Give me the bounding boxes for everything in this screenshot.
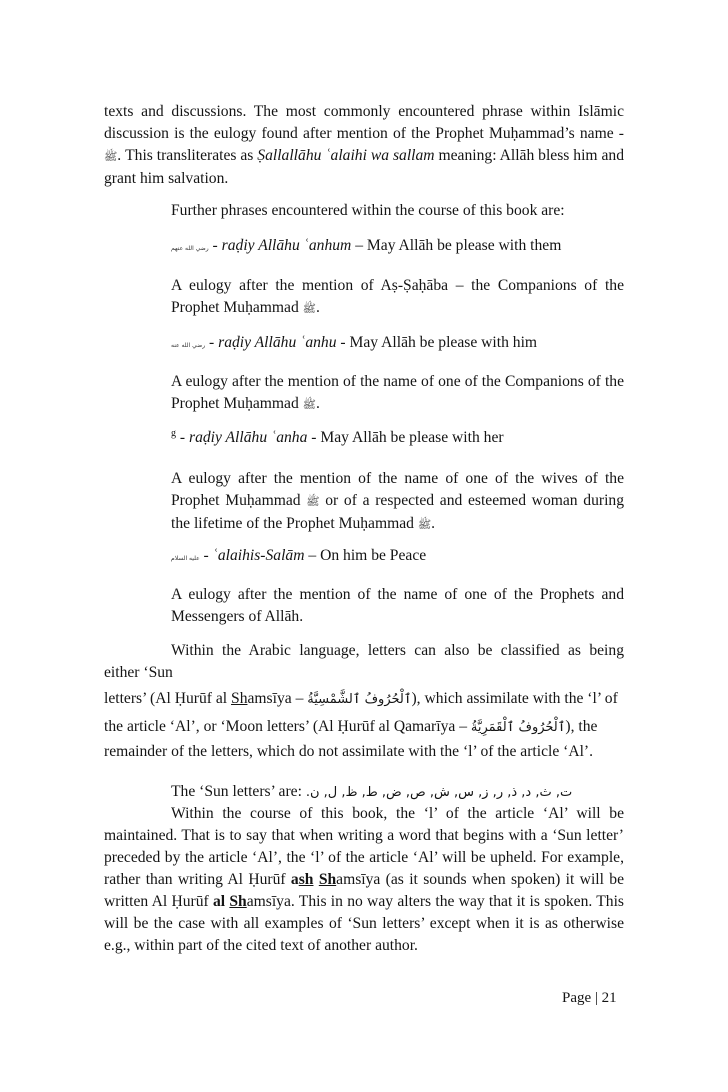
- sun-moon-line-3: letters’ (Al Ḥurūf al Shamsīya – ٱلْحُرُوفُ ٱلشَّمْسِيَّةُ), which assimilate with the ‘l’ of: [104, 690, 618, 707]
- arabic-sun-letters: ت, ث, د, ذ, ر, ز, س, ش, ص, ض, ط, ظ, ل, ن.: [305, 785, 573, 800]
- alaihis-salam-symbol-icon: عليه السلام: [171, 555, 200, 562]
- radiyallahu-anhum-symbol-icon: رضي الله عنهم: [171, 245, 209, 252]
- salawat-symbol-icon: ﷺ: [104, 150, 118, 163]
- article-al-paragraph: Within the course of this book, the ‘l’ of the article ‘Al’ will be maintained. That is to say that when writing a word that begins with a ‘Sun letter’ preceded by the article ‘Al’, the ‘l’ of the article ‘Al’ will be upheld. For example, rather than writing Al Ḥurūf ash Shamsīya (as it sounds when spoken) it will be written Al Ḥurūf al Shamsīya. This in no way alters the way that it is spoken. This will be the case with all examples of ‘Sun letters’ except when it is as otherwise e.g., within part of the cited text of another author.: [104, 805, 624, 954]
- eulogy-description-prophets: A eulogy after the mention of the name of one of the Prophets and Messengers of Allāh.: [171, 586, 624, 625]
- sun-moon-line-1: Within the Arabic language, letters can also be classified as being: [171, 642, 624, 659]
- salawat-symbol-icon: ﷺ: [302, 398, 316, 411]
- eulogy-description-companions: A eulogy after the mention of Aṣ-Ṣaḥāba – the Companions of the Prophet Muḥammad ﷺ.: [171, 277, 624, 316]
- page-number: Page | 21: [562, 990, 617, 1006]
- eulogy-entry-her: $^g$ - raḍiy Allāhu ʿanha - May Allāh be please with her: [171, 428, 504, 446]
- salawat-symbol-icon: ﷺ: [417, 518, 432, 531]
- sun-moon-line-4: the article ‘Al’, or ‘Moon letters’ (Al Ḥurūf al Qamarīya – ٱلْحُرُوفُ ٱلْقَمَرِيَّةُ), the: [104, 718, 598, 735]
- radiyallahu-anhu-symbol-icon: رضي الله عنه: [171, 342, 206, 349]
- eulogy-entry-peace: عليه السلام - ʿalaihis-Salām – On him be Peace: [171, 547, 427, 564]
- eulogy-entry-him: رضي الله عنه - raḍiy Allāhu ʿanhu - May Allāh be please with him: [171, 334, 538, 351]
- arabic-sun-letters-term: ٱلْحُرُوفُ ٱلشَّمْسِيَّةُ: [307, 692, 412, 707]
- eulogy-description-wives: A eulogy after the mention of the name of one of the wives of the Prophet Muḥammad ﷺ or of a respected and esteemed woman during the lifetime of the Prophet Muḥammad ﷺ.: [171, 470, 624, 532]
- arabic-moon-letters-term: ٱلْحُرُوفُ ٱلْقَمَرِيَّةُ: [470, 720, 566, 735]
- sun-letters-list: The ‘Sun letters’ are: ت, ث, د, ذ, ر, ز, س, ش, ص, ض, ط, ظ, ل, ن.: [171, 783, 573, 800]
- eulogy-description-companion: A eulogy after the mention of the name of one of the Companions of the Prophet Muḥammad ﷺ.: [171, 373, 624, 412]
- salawat-symbol-icon: ﷺ: [306, 495, 320, 508]
- eulogy-entry-them: رضي الله عنهم - raḍiy Allāhu ʿanhum – May Allāh be please with them: [171, 237, 562, 254]
- phrases-intro: Further phrases encountered within the course of this book are:: [171, 202, 565, 219]
- eulogy-intro-paragraph: texts and discussions. The most commonly encountered phrase within Islāmic discussion is the eulogy found after mention of the Prophet Muḥammad’s name - ﷺ. This transliterates as Ṣallallāhu ʿalaihi wa sallam meaning: Allāh bless him and grant him salvation.: [104, 103, 624, 187]
- radiyallahu-anha-symbol-icon: g: [171, 428, 176, 439]
- sun-moon-line-5: remainder of the letters, which do not assimilate with the ‘l’ of the article ‘Al’.: [104, 743, 594, 760]
- salawat-symbol-icon: ﷺ: [302, 302, 316, 315]
- sun-moon-line-2: either ‘Sun: [104, 664, 173, 681]
